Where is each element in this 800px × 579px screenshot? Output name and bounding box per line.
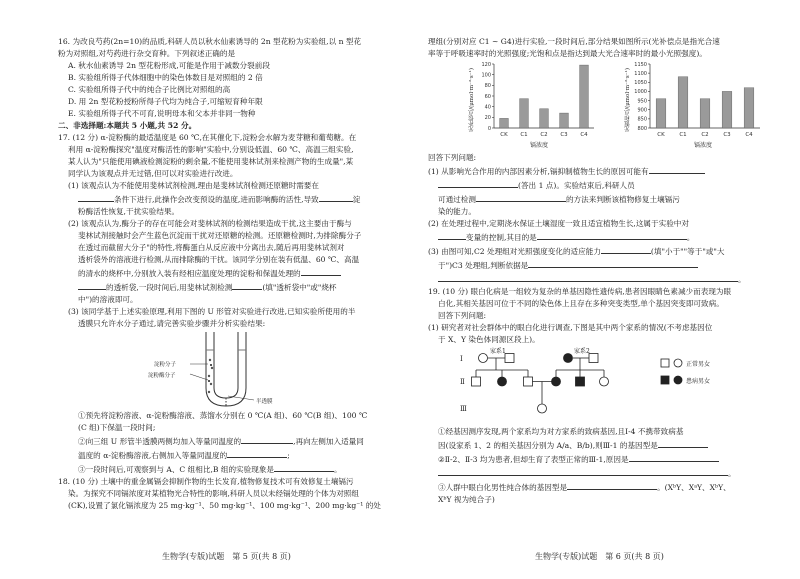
q17-step1: ①预先将淀粉溶液、α-淀粉酶溶液、蒸馏水分别在 0 ℃(A 组)、60 ℃(B 组)、100 ℃ [78,411,368,420]
q19-stem: 19. (10 分) 眼白化病是一组较为复杂的单基因隐性遗传病,患者因眼睛色素减少而表现为眼 [428,287,732,296]
q18-sub1: (答出 1 点)。实验结束后,科研人员 [428,178,780,192]
label-semipermeable-membrane: 半透膜 [256,399,273,405]
answer-blank[interactable] [649,164,705,174]
x-tick-label: C4 [580,132,588,138]
answer-blank[interactable] [528,258,698,268]
y-tick-label: 800 [637,125,647,132]
y-tick-label: 20 [484,115,491,122]
generation-label: Ⅰ [460,355,463,363]
charts-area [428,60,780,152]
q17-stem: 某人认为"只能使用碘液检测淀粉的剩余量,不能使用斐林试剂来检测产物的生成量",某 [68,157,354,166]
q18-continued: 率等于呼吸速率时的光照强度;光饱和点是指达到最大光合速率时的最小光照强度)。 [428,49,707,58]
x-tick-label: CK [500,132,508,138]
q17-sub2: 斐林试剂接触时会产生蓝色沉淀而干扰对还原糖的检测。还原糖检测时,为排除酶分子 [78,231,362,240]
y-tick-label: 120 [481,61,491,68]
family1-label: 家系1 [490,348,506,355]
q18-sub3: (3) 由图可知,C2 处理组对光照强度变化的适应能力 (填"小于""等于"或"大 [428,244,780,258]
y-tick-label: 80 [484,83,491,90]
q17-sub3: 透膜只允许水分子通过,请完善实验步骤并分析实验结果: [78,319,266,328]
q16-stem: 16. 为改良芍药(2n=10)的品质,科研人员以秋水仙素诱导的 2n 型花粉为实验组,以 n 型花 [58,37,362,46]
q17-step2: 温度的 α-淀粉酶溶液,右侧加入等量同温度的 ; [58,448,408,462]
page-footer: 生物学(专版)试题 第 6 页(共 8 页) [535,552,664,561]
answer-blank[interactable] [232,280,262,290]
q17-sub2: 中")的溶液即可。 [78,295,138,304]
y-tick-label: 0 [487,125,491,132]
q19-item1: ①经基因测序发现,两个家系均为对方家系的致病基因,且Ⅰ-4 不携带致病基 [438,427,684,436]
x-tick-label: C2 [540,132,548,138]
q18-sub3: 于")C3 处理组,判断依据是 [428,258,780,272]
u-tube-figure [58,330,408,410]
q18-stem: 染。为探究不同镉浓度对某植物光合特性的影响,科研人员以未经镉处理的个体为对照组 [68,489,359,498]
x-tick-label: C4 [745,132,753,138]
answer-blank[interactable] [438,272,738,282]
answer-blank[interactable] [438,178,518,188]
x-tick-label: C1 [679,132,687,138]
q19-item3: XᵇY 视为纯合子) [438,495,495,504]
x-tick-label: C3 [560,132,568,138]
bar [744,88,754,128]
q18-stem: 18. (10 分) 土壤中的重金属镉会抑制作物的生长发育,植物修复技术可有效修复土壤镉污 [58,477,354,486]
q16-option-c: C. 实验组所得子代中的纯合子比例比对照组的高 [68,85,231,94]
q18-sub2: 变量的控制,其目的是 。 [428,230,780,244]
q16-option-e: E. 实验组所得子代不可育,说明母本和父本并非同一物种 [68,109,256,118]
bar [580,65,589,128]
bar [722,91,732,128]
answer-blank[interactable] [438,230,466,240]
right-column [428,36,780,506]
pedigree-figure [428,346,780,426]
answer-blank[interactable] [301,266,341,276]
answer-blank[interactable] [78,192,114,202]
section-heading: 二、非选择题:本题共 5 小题,共 52 分。 [58,121,197,130]
q18-sub1: 染的能力。 [438,207,476,216]
q17-sub3: (3) 该同学基于上述实验原理,利用下图的 U 形管对实验进行改进,已知实验所使用的半 [68,307,356,316]
answer-blank[interactable] [601,244,651,254]
y-tick-label: 850 [637,116,647,123]
q19-item2: ②Ⅱ-2、Ⅱ-3 均为患者,但却生育了表型正常的Ⅲ-1,原因是 [428,452,780,466]
x-axis-label: 镉浓度 [694,142,713,149]
q18-sub3: 。 [428,272,780,286]
q18-stem: (CK),设置了氯化镉浓度为 25 mg·kg⁻¹、50 mg·kg⁻¹、100 mg·kg⁻¹、200 mg·kg⁻¹ 的处 [68,501,381,510]
q17-sub2: 在透过而截留大分子"的特性,将酶蛋白从反应液中分离出去,随后再用斐林试剂对 [78,243,345,252]
q19-item2: 。 [428,466,780,480]
q16-stem: 粉为对照组,对芍药进行杂交育种。下列叙述正确的是 [58,49,236,58]
q17-sub2: 的清水的烧杯中,分别放入装有经相应温度处理的淀粉和保温处理的 [58,266,408,280]
q17-step1: (C 组)下保温一段时间; [78,423,156,432]
q19-stem: 回答下列问题: [438,311,487,320]
q17-sub2: 的透析袋,一段时间后,用斐林试剂检测 (填"透析袋中"或"烧杯 [58,280,408,294]
y-tick-label: 60 [484,93,491,100]
q17-stem: 17. (12 分) α-淀粉酶的最适温度是 60 ℃,在其催化下,淀粉会水解为麦芽糖和葡萄糖。在 [58,133,357,142]
q19-stem: 白化,其相关基因可位于不同的染色体上且存在多种突变类型,单个基因突变即可致病。 [438,299,724,308]
q18-continued: 理组(分别对应 C1 ~ G4)进行实验,一段时间后,部分结果如图所示(光补偿点是指光合速 [428,37,720,46]
q17-step3: ③一段时间后,可观察到与 A、C 组相比,B 组的实验现象是 。 [58,462,408,476]
generation-label: Ⅱ [460,378,465,386]
q17-sub2: (2) 该观点认为,酶分子的存在可能会对斐林试剂的检测结果造成干扰,这主要由于酶与 [68,219,352,228]
bar [656,99,666,128]
x-axis-label: 镉浓度 [530,142,549,149]
y-tick-label: 100 [481,72,491,79]
answer-blank[interactable] [319,192,353,202]
family2-label: 家系2 [574,348,590,355]
legend-normal: 正常男女 [686,361,711,368]
q17-stem: 同学认为该观点并无过错,但可以对实验进行改进。 [68,169,238,178]
q16-option-d: D. 用 2n 型花粉授粉所得子代均为纯合子,可缩短育种年限 [68,97,263,106]
label-amylase-molecule: 淀粉酶分子 [148,373,176,379]
answer-blank[interactable] [274,462,334,472]
bar [678,77,688,128]
answer-blank[interactable] [567,480,657,490]
answer-blank[interactable] [78,280,106,290]
x-tick-label: C3 [723,132,731,138]
answer-blank[interactable] [537,230,687,240]
q17-sub1: 条件下进行,此操作会改变预设的温度,进而影响酶的活性,导致 淀 [58,192,408,206]
q17-sub1: 粉酶活性恢复,干扰实验结果。 [78,207,180,216]
chart-svg [468,60,598,140]
answer-blank[interactable] [241,434,293,444]
bar [500,118,509,128]
y-tick-label: 1000 [634,89,647,96]
q17-sub1: (1) 该观点认为不能使用斐林试剂检测,理由是斐林试剂检测还原糖时需要在 [68,181,319,190]
q17-stem: 利用 α-淀粉酶探究"温度对酶活性的影响"实验中,分别设低温、60 ℃、高温三组实验, [68,145,354,154]
x-tick-label: C1 [520,132,528,138]
left-column [58,36,408,512]
answer-intro: 回答下列问题: [428,153,477,162]
y-axis-label: 光补偿点/(μmol·m⁻²·s⁻¹) [469,68,475,132]
answer-blank[interactable] [476,192,566,202]
page-footer: 生物学(专版)试题 第 5 页(共 8 页) [162,552,291,561]
x-tick-label: C2 [701,132,709,138]
q19-sub1: (1) 研究者对社会群体中的眼白化进行调查,下图是其中两个家系的情况(不考虑基因位 [428,323,713,332]
chart-light-saturation [624,60,764,150]
generation-label: Ⅲ [460,405,467,413]
q16-option-a: A. 秋水仙素诱导 2n 型花粉形成,可能是作用于减数分裂前段 [68,61,270,70]
q19-item1: 因(设家系 1、2 的相关基因分别为 A/a、B/b),则Ⅲ-1 的基因型是 [428,438,780,452]
answer-blank[interactable] [629,452,719,462]
q18-sub1: (1) 从影响光合作用的内部因素分析,镉抑制植物生长的原因可能有 [428,164,780,178]
bar [520,99,529,128]
bar [560,113,569,128]
bar [540,109,549,128]
q18-sub2: (2) 在处理过程中,定期浇水保证土壤湿度一致且适宜植物生长,这属于实验中对 [428,219,689,228]
answer-blank[interactable] [227,448,287,458]
q17-sub2: 透析袋外的溶液进行检测,从而排除酶的干扰。该同学分别在装有低温、60 ℃、高温 [78,255,360,264]
y-tick-label: 950 [637,98,647,105]
chart-svg [624,60,764,140]
q17-step2: ②向三组 U 形管半透膜两侧均加入等量同温度的 ,再向左侧加入适量同 [58,434,408,448]
x-tick-label: CK [657,132,665,138]
q19-item3: ③人群中眼白化男性纯合体的基因型是 。(XᵇY、XᵃY、XᵇY、 [428,480,780,494]
answer-blank[interactable] [438,466,728,476]
answer-blank[interactable] [658,438,708,448]
q18-sub1: 可通过检测 的方法来判断该植物修复土壤镉污 [428,192,780,206]
y-tick-label: 1100 [634,70,647,77]
y-tick-label: 1150 [634,61,647,68]
q19-sub1: 于 X、Y 染色体同源区段上)。 [438,335,540,344]
y-axis-label: 光饱和点/(μmol·m⁻²·s⁻¹) [625,68,631,132]
y-tick-label: 900 [637,107,647,114]
q16-option-b: B. 实验组所得子代体细胞中的染色体数目是对照组的 2 倍 [68,73,263,82]
chart-light-compensation [468,60,598,150]
label-starch-molecule: 淀粉分子 [154,362,177,368]
y-tick-label: 1050 [634,80,647,87]
bar [700,99,710,128]
legend-affected: 患病男女 [686,378,711,385]
y-tick-label: 40 [484,104,491,111]
